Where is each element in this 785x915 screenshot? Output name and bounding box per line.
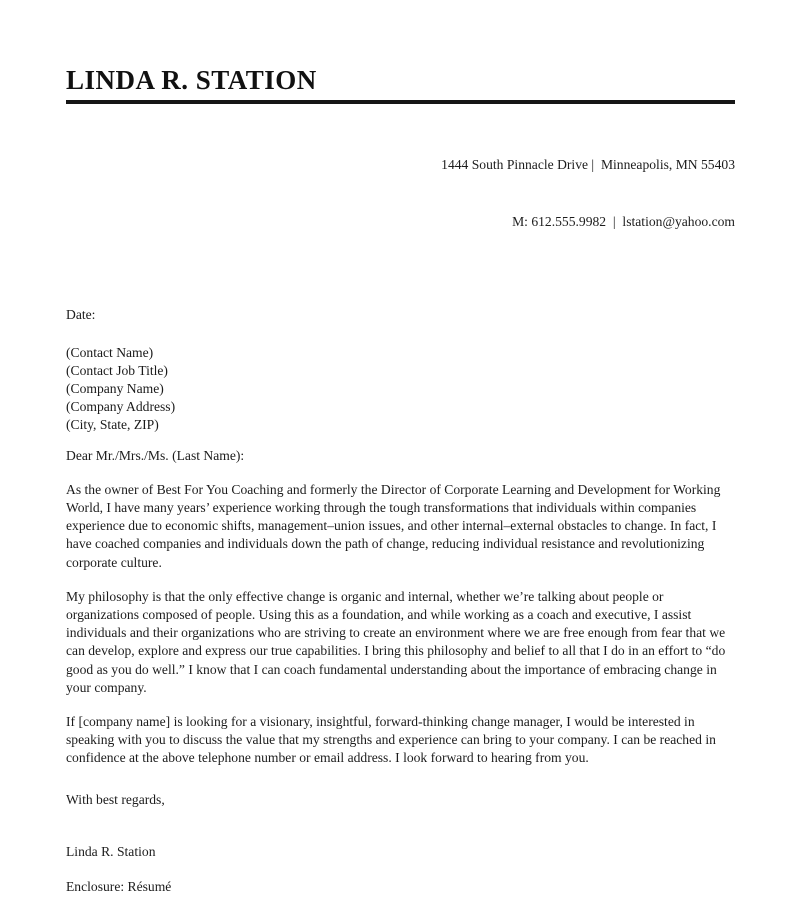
date-label: Date:	[66, 307, 96, 323]
closing-line: With best regards,	[66, 791, 165, 807]
enclosure-line: Enclosure: Résumé	[66, 879, 172, 895]
contact-address-line: 1444 South Pinnacle Drive | Minneapolis, MN 55403	[441, 157, 735, 173]
signature-name: Linda R. Station	[66, 843, 156, 859]
letterhead-name: LINDA R. STATION	[66, 65, 317, 95]
recipient-company-address: (Company Address)	[66, 399, 176, 415]
letterhead-divider	[66, 100, 735, 104]
letter-body	[66, 306, 735, 896]
body-paragraph-1: As the owner of Best For You Coaching and formerly the Director of Corporate Learning and Development for Working World, I have many years’ experience working through the tough transformations that individuals within companies experience due to economic shifts, management–union issues, and other internal–external obstacles to change. In fact, I have coached companies and individuals down the path of change, reducing individual resistance and revolutionizing corporate culture.	[66, 481, 721, 570]
recipient-contact-job-title: (Contact Job Title)	[66, 362, 168, 378]
body-paragraph-2: My philosophy is that the only effective change is organic and internal, whether we’re talking about people or organizations composed of people. Using this as a foundation, and while working as a coach and executive, I assist individuals and their organizations who are striving to create an environment where we are free enough from fear that we can develop, explore and express our true capabilities. I bring this philosophy and belief to all that I do in an effort to “do good as you do well.” I know that I can coach fundamental understanding about the importance of embracing change in your company.	[66, 588, 726, 695]
recipient-city-state-zip: (City, State, ZIP)	[66, 417, 159, 433]
recipient-company-name: (Company Name)	[66, 380, 164, 396]
letterhead-contact-block	[66, 117, 735, 269]
salutation: Dear Mr./Mrs./Ms. (Last Name):	[66, 447, 245, 463]
letterhead	[66, 66, 735, 269]
recipient-contact-name: (Contact Name)	[66, 344, 154, 360]
body-paragraph-3: If [company name] is looking for a visionary, insightful, forward-thinking change manager, I would be interested in speaking with you to discuss the value that my strengths and experience can bring to your company. I can be reached in confidence at the above telephone number or email address. I look forward to hearing from you.	[66, 714, 716, 766]
recipient-block	[66, 344, 735, 435]
contact-phone-email-line: M: 612.555.9982 | lstation@yahoo.com	[512, 214, 735, 230]
